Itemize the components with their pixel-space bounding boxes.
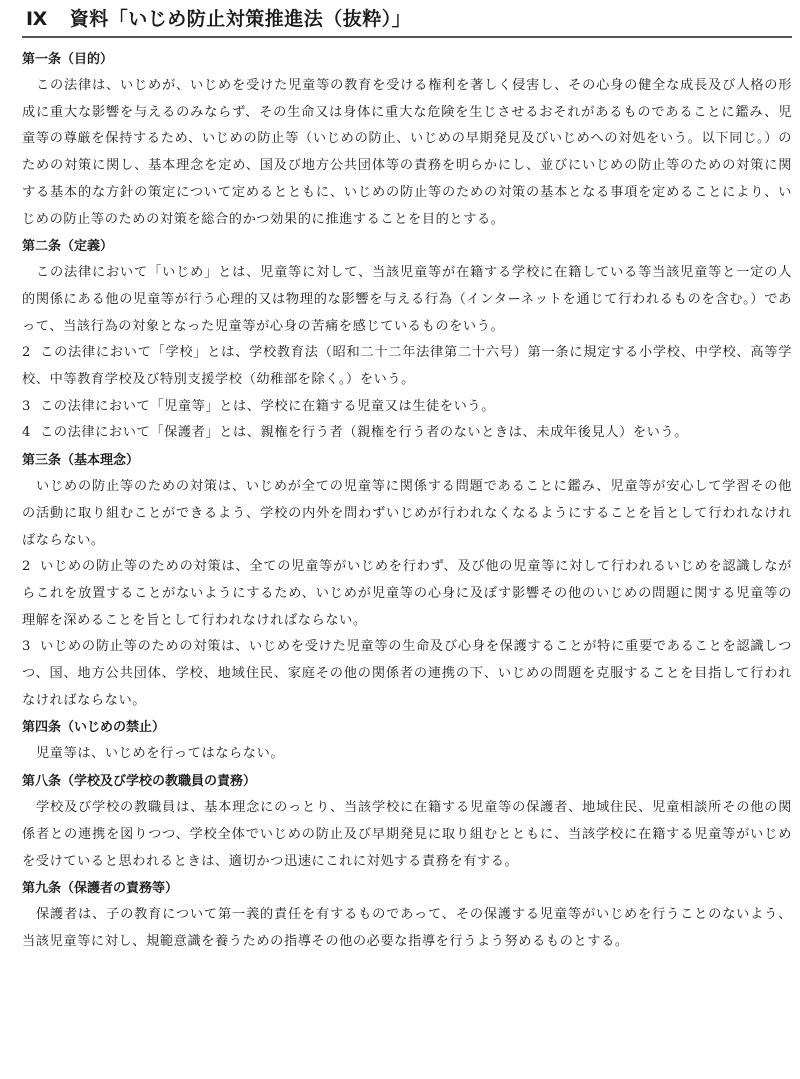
paragraph-text: この法律において「児童等」とは、学校に在籍する児童又は生徒をいう。 — [40, 398, 495, 414]
article-heading: 第八条（学校及び学校の教職員の責務） — [22, 774, 257, 790]
article-section — [22, 875, 792, 955]
article-paragraph — [22, 260, 792, 340]
section-number: Ⅸ — [26, 8, 48, 30]
article-heading: 第三条（基本理念） — [22, 453, 140, 469]
article-section — [22, 233, 792, 447]
article-paragraph — [22, 394, 792, 421]
article-paragraph — [22, 554, 792, 634]
paragraph-text: 保護者は、子の教育について第一義的責任を有するものであって、その保護する児童等がいじめを行うことのないよう、当該児童等に対し、規範意識を養うための指導その他の必要な指導を行うよう努めるものとする。 — [22, 907, 792, 949]
title-text: 資料「いじめ防止対策推進法（抜粋）」 — [69, 8, 412, 30]
paragraph-number: 4 — [22, 425, 31, 441]
article-section — [22, 447, 792, 714]
title-divider — [22, 36, 792, 38]
paragraph-text: いじめの防止等のための対策は、いじめが全ての児童等に関係する問題であることに鑑み、児童等が安心して学習その他の活動に取り組むことができるよう、学校の内外を問わずいじめが行われなくなるようにすることを旨として行われなければならない。 — [22, 479, 792, 548]
article-paragraph — [22, 795, 792, 875]
article-paragraph — [22, 634, 792, 714]
article-list — [22, 46, 792, 956]
paragraph-text: いじめの防止等のための対策は、全ての児童等がいじめを行わず、及び他の児童等に対して行われるいじめを認識しながらこれを放置することがないようにするため、いじめが児童等の心身に及ぼす影響その他のいじめの問題に関する児童等の理解を深めることを旨として行われなければならない。 — [22, 559, 792, 628]
article-heading: 第九条（保護者の責務等） — [22, 881, 179, 897]
article-paragraph — [22, 474, 792, 554]
paragraph-text: いじめの防止等のための対策は、いじめを受けた児童等の生命及び心身を保護することが特に重要であることを認識しつつ、国、地方公共団体、学校、地域住民、家庭その他の関係者の連携の下、いじめの問題を克服することを目指して行われなければならない。 — [22, 639, 792, 708]
article-paragraph — [22, 741, 792, 768]
paragraph-text: この法律において「保護者」とは、親権を行う者（親権を行う者のないときは、未成年後見人）をいう。 — [40, 425, 689, 441]
article-paragraph — [22, 73, 792, 233]
paragraph-text: この法律において「いじめ」とは、児童等に対して、当該児童等が在籍する学校に在籍している等当該児童等と一定の人的関係にある他の児童等が行う心理的又は物理的な影響を与える行為（インターネットを通じて行われるものを含む。）であって、当該行為の対象となった児童等が心身の苦痛を感じているものをいう。 — [22, 265, 792, 334]
paragraph-number: 2 — [22, 559, 31, 575]
article-section — [22, 714, 792, 768]
page-title — [26, 6, 411, 32]
paragraph-text: 児童等は、いじめを行ってはならない。 — [36, 746, 285, 762]
article-heading: 第一条（目的） — [22, 52, 114, 67]
paragraph-number: 2 — [22, 345, 31, 361]
paragraph-text: 学校及び学校の教職員は、基本理念にのっとり、当該学校に在籍する児童等の保護者、地域住民、児童相談所その他の関係者との連携を図りつつ、学校全体でいじめの防止及び早期発見に取り組むとともに、当該学校に在籍する児童等がいじめを受けていると思われるときは、適切かつ迅速にこれに対処する責務を有する。 — [22, 800, 792, 869]
article-heading: 第二条（定義） — [22, 239, 114, 255]
paragraph-number: 3 — [22, 639, 31, 655]
article-paragraph — [22, 420, 792, 447]
article-paragraph — [22, 902, 792, 955]
paragraph-number: 3 — [22, 398, 31, 414]
paragraph-text: この法律は、いじめが、いじめを受けた児童等の教育を受ける権利を著しく侵害し、その心身の健全な成長及び人格の形成に重大な影響を与えるのみならず、その生命又は身体に重大な危険を生じさせるおそれがあるものであることに鑑み、児童等の尊厳を保持するため、いじめの防止等（いじめの防止、いじめの早期発見及びいじめへの対処をいう。以下同じ。）のための対策に関し、基本理念を定め、国及び地方公共団体等の責務を明らかにし、並びにいじめの防止等のための対策に関する基本的な方針の策定について定めるとともに、いじめの防止等のための対策の基本となる事項を定めることにより、いじめの防止等のための対策を総合的かつ効果的に推進することを目的とする。 — [22, 78, 792, 227]
article-heading: 第四条（いじめの禁止） — [22, 720, 166, 736]
article-section — [22, 768, 792, 875]
article-paragraph — [22, 340, 792, 393]
paragraph-text: この法律において「学校」とは、学校教育法（昭和二十二年法律第二十六号）第一条に規定する小学校、中学校、高等学校、中等教育学校及び特別支援学校（幼稚部を除く。）をいう。 — [22, 345, 792, 388]
article-section — [22, 46, 792, 233]
